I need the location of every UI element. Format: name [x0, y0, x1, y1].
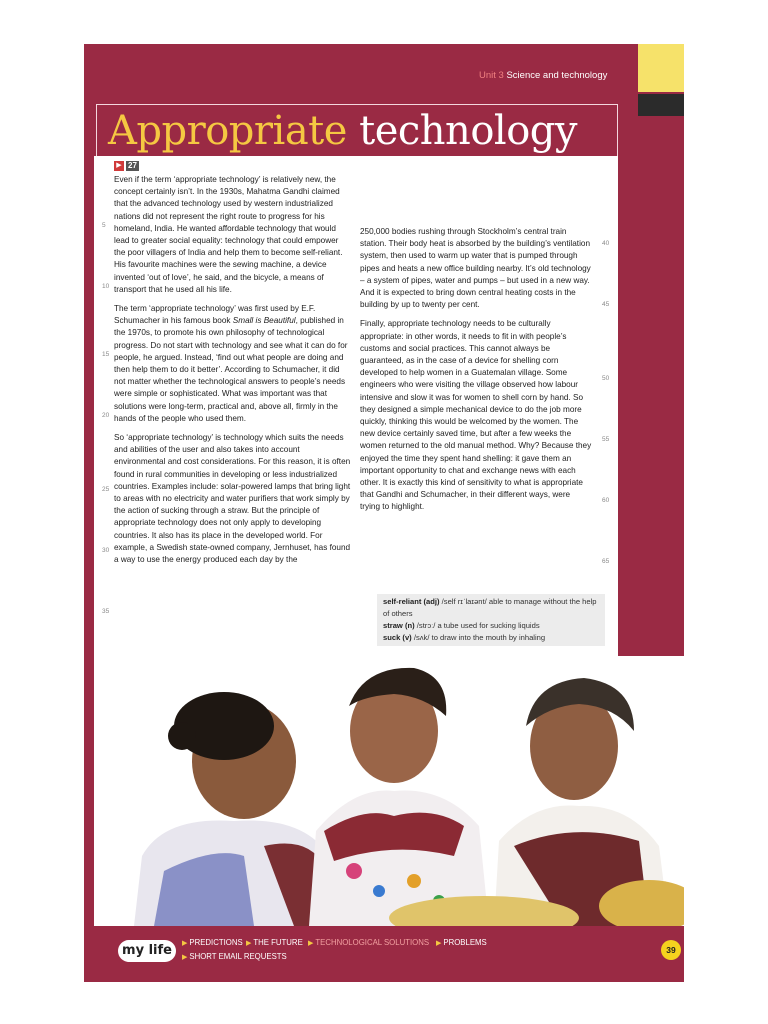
unit-header — [479, 70, 607, 81]
paragraph: Even if the term ‘appropriate technology’ is relatively new, the concept certainly isn’t. In the 1930s, Mahatma Gandhi claimed that the advanced technology used by western industrialized nations did not represent the right route to progress for his homeland, India. He wanted affordable technology that would lead to greater social equality: technology that could empower the poor villagers of India and help them to become self-reliant. His favourite machines were the sewing machine, a device invented ‘out of love’, he said, and the bicycle, a means of transport that he used all his life. — [114, 175, 343, 294]
nav-label: SHORT EMAIL REQUESTS — [189, 952, 287, 961]
triangle-icon: ▶ — [246, 940, 252, 947]
photo-illustration — [94, 656, 684, 926]
nav-label: PREDICTIONS — [189, 938, 243, 947]
glossary-entry — [383, 620, 599, 632]
book-title: Small is Beautiful — [232, 316, 296, 326]
left-column — [114, 174, 352, 573]
paragraph: Finally, appropriate technology needs to be culturally appropriate: in other words, it needs to fit in with people’s customs and social practices. This cannot always be guaranteed, as in the case of a device for shelling corn developed to help women in a Guatemalan village. Some engineers who were visiting the village observed how labour intensive and slow it was for women to shell corn by hand. So they designed a simple mechanical device to do the job more quickly, thinking this would be welcomed by the women. The new device certainly saved time, but after a few weeks the women returned to the old manual method. Why? Because they enjoyed the time they spent hand shelling: it gave them an important opportunity to chat and exchange news with each other. It is exactly this kind of sensitivity to what is appropriate that Gandhi and Schumacher, in their different ways, were trying to highlight. — [360, 319, 592, 512]
page-number: 39 — [661, 940, 681, 960]
glossary-definition: able to manage without the help of others — [383, 597, 597, 618]
line-number: 5 — [102, 222, 106, 229]
unit-number: Unit 3 — [479, 70, 504, 81]
line-number: 45 — [602, 301, 610, 308]
paragraph: 250,000 bodies rushing through Stockholm’s central train station. Their body heat is absorbed by the building’s ventilation system, then used to warm up water that is pumped through pipes and heats a new office building nearby. It’s old technology – a system of pipes, water and pumps – but used in a new way. And it is expected to bring down central heating costs in the building by up to twenty per cent. — [360, 227, 591, 310]
footer-nav-item[interactable] — [182, 938, 243, 947]
glossary-pronunciation: /self rɪˈlaɪənt/ — [441, 597, 487, 606]
line-number: 15 — [102, 351, 110, 358]
page-tab-yellow — [638, 44, 684, 92]
glossary-word: straw (n) — [383, 621, 415, 630]
line-number: 10 — [102, 283, 110, 290]
footer-nav-item[interactable] — [182, 952, 287, 961]
line-number: 30 — [102, 547, 110, 554]
right-column — [360, 226, 592, 521]
paragraph: So ‘appropriate technology’ is technology which suits the needs and abilities of the user and also takes into account environmental and cost considerations. For this reason, it is often found in rural communities in developing or less industrialized countries. Examples include: solar-powered lamps that bring light to areas with no electricity and water purifiers that work simply by the action of sucking through a straw. But the principle of appropriate technology does not only apply to developing countries. It also has its place in the developed world. For example, a Swedish state-owned company, Jernhuset, has found a way to use the energy produced each day by the — [114, 433, 351, 565]
nav-label: THE FUTURE — [253, 938, 303, 947]
line-number: 65 — [602, 558, 610, 565]
glossary-box — [377, 594, 605, 646]
page-footer — [84, 926, 684, 982]
unit-title: Science and technology — [506, 70, 608, 81]
title-word-1: Appropriate — [108, 108, 347, 154]
triangle-icon: ▶ — [182, 940, 188, 947]
triangle-icon: ▶ — [436, 940, 442, 947]
line-number: 50 — [602, 375, 610, 382]
glossary-entry — [383, 596, 599, 620]
triangle-icon: ▶ — [182, 954, 188, 961]
footer-nav-item[interactable] — [436, 938, 487, 947]
glossary-definition: to draw into the mouth by inhaling — [431, 633, 546, 642]
glossary-definition: a tube used for sucking liquids — [437, 621, 540, 630]
my-life-badge: my life — [118, 940, 176, 962]
track-number: 27 — [128, 161, 137, 170]
title-word-2: technology — [359, 108, 577, 154]
glossary-pronunciation: /sʌk/ — [413, 633, 430, 642]
line-number: 35 — [102, 608, 110, 615]
nav-label: PROBLEMS — [443, 938, 487, 947]
play-icon: ▶ — [114, 161, 124, 171]
glossary-entry — [383, 632, 599, 644]
line-number: 40 — [602, 240, 610, 247]
audio-track-marker[interactable] — [114, 160, 146, 172]
textbook-page — [84, 44, 684, 982]
page-tab-dark — [638, 94, 684, 116]
line-number: 25 — [102, 486, 110, 493]
nav-label: TECHNOLOGICAL SOLUTIONS — [315, 938, 430, 947]
glossary-word: self-reliant (adj) — [383, 597, 440, 606]
line-number: 55 — [602, 436, 610, 443]
line-number: 60 — [602, 497, 610, 504]
footer-nav-item-active[interactable] — [308, 938, 429, 947]
glossary-pronunciation: /strɔː/ — [416, 621, 436, 630]
page-title — [108, 108, 577, 154]
photo-maya-women — [94, 656, 684, 926]
paragraph-text: The term ‘appropriate technology’ was first used by E.F. Schumacher in his famous book — [114, 304, 316, 326]
paragraph — [114, 303, 352, 425]
glossary-word: suck (v) — [383, 633, 412, 642]
footer-nav-item[interactable] — [246, 938, 303, 947]
paragraph-text: , published in the 1970s, to promote his own philosophy of technological progress. Do not start with technology and see what it can do for people, he argued. Instead, ‘find out what people are doing and then help them to do it better’. According to Schumacher, it did not matter whether the technological answers to people’s needs were simple or sophisticated. What was important was that solutions were long-term, practical and, above all, firmly in the hands of the people who used them. — [114, 316, 348, 423]
line-number: 20 — [102, 412, 110, 419]
triangle-icon: ▶ — [308, 940, 314, 947]
